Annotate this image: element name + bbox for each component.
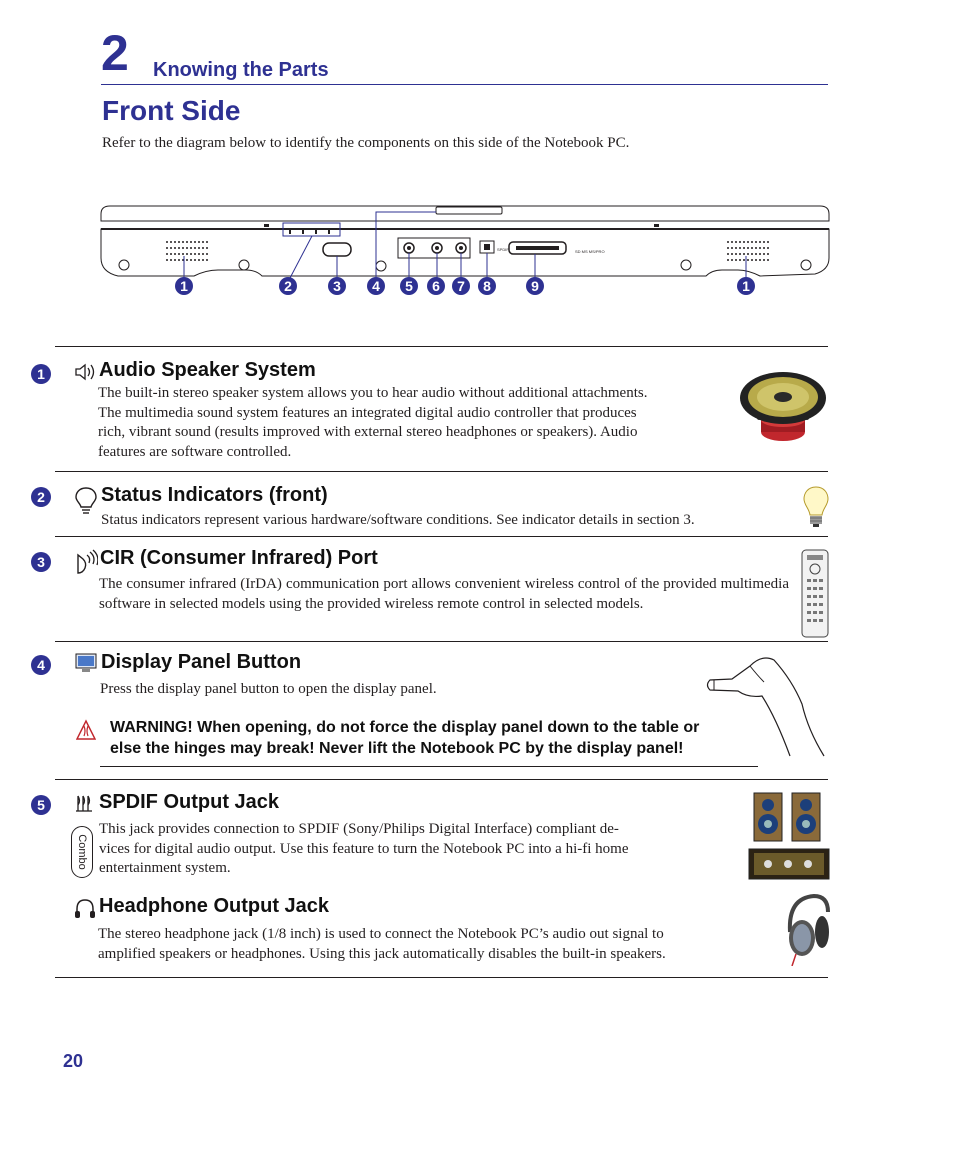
section-body-headphone-output bbox=[98, 925, 788, 964]
callout-1-right-label: 1 bbox=[742, 278, 750, 294]
callout-7-label: 7 bbox=[457, 278, 465, 294]
chapter-number: 2 bbox=[101, 25, 129, 81]
notebook-front-diagram bbox=[0, 195, 954, 305]
body-line: amplified speakers or headphones. Using this jack automatically disables the built-in speakers. bbox=[98, 945, 666, 962]
body-line: This jack provides connection to SPDIF (Sony/Philips Digital Interface) compliant de- bbox=[99, 821, 619, 837]
hand-press-illustration bbox=[704, 652, 830, 758]
callout-1-label: 1 bbox=[180, 278, 188, 294]
section-number: 3 bbox=[37, 554, 45, 570]
section-body-audio-speaker bbox=[98, 384, 723, 462]
body-line: Press the display panel button to open the display panel. bbox=[100, 681, 437, 697]
body-line: Status indicators represent various hardware/software conditions. See indicator details in section 3. bbox=[101, 512, 695, 528]
section-number-badge bbox=[31, 487, 51, 507]
section-title-display-panel-button: Display Panel Button bbox=[101, 651, 302, 673]
lightbulb-photo bbox=[802, 485, 830, 529]
callout-9 bbox=[526, 277, 544, 295]
callout-4-label: 4 bbox=[372, 278, 380, 294]
body-line: The multimedia sound system features an integrated digital audio controller that produces bbox=[98, 404, 637, 421]
card-reader-label: SD MS MS/PRO bbox=[575, 249, 605, 254]
chapter-title: Knowing the Parts bbox=[153, 59, 329, 81]
speaker-photo bbox=[738, 370, 828, 445]
section-divider bbox=[55, 536, 828, 537]
body-line: The built-in stereo speaker system allows you to hear audio without additional attachments. bbox=[98, 385, 648, 401]
section-divider bbox=[55, 346, 828, 347]
lightbulb-icon bbox=[74, 486, 98, 514]
body-line: vices for digital audio output. Use this feature to turn the Notebook PC into a hi-fi home bbox=[99, 840, 629, 857]
section-title-audio-speaker: Audio Speaker System bbox=[99, 359, 316, 381]
body-line: entertainment system. bbox=[99, 860, 231, 876]
section-body-status-indicators bbox=[101, 511, 801, 531]
section-divider bbox=[55, 779, 828, 780]
callout-9-label: 9 bbox=[531, 278, 539, 294]
callout-4 bbox=[367, 277, 385, 295]
intro-text: Refer to the diagram below to identify the components on this side of the Notebook PC. bbox=[102, 135, 630, 151]
warning-line: else the hinges may break! Never lift the Notebook PC by the display panel! bbox=[110, 740, 684, 757]
section-number-badge bbox=[31, 552, 51, 572]
section-title-spdif-output: SPDIF Output Jack bbox=[99, 791, 280, 813]
spdif-port-label: SPDIF bbox=[497, 247, 509, 252]
callout-5-label: 5 bbox=[405, 278, 413, 294]
section-title-cir-port: CIR (Consumer Infrared) Port bbox=[100, 547, 378, 569]
headphone-icon bbox=[74, 898, 96, 920]
callout-3 bbox=[328, 277, 346, 295]
section-number: 1 bbox=[37, 366, 45, 382]
callout-3-label: 3 bbox=[333, 278, 341, 294]
section-number-badge bbox=[31, 655, 51, 675]
callout-7 bbox=[452, 277, 470, 295]
section-title-status-indicators: Status Indicators (front) bbox=[101, 484, 328, 506]
spdif-icon bbox=[74, 793, 96, 813]
hifi-equipment-photo bbox=[748, 791, 830, 881]
section-title-headphone-output: Headphone Output Jack bbox=[99, 895, 330, 917]
body-line: features are software controlled. bbox=[98, 443, 292, 460]
warning-line: WARNING! When opening, do not force the display panel down to the table or bbox=[110, 719, 700, 736]
section-number: 5 bbox=[37, 797, 45, 813]
combo-label: Combo bbox=[76, 834, 88, 870]
callout-1 bbox=[175, 277, 193, 295]
page-number: 20 bbox=[63, 1051, 84, 1071]
infrared-icon bbox=[74, 549, 98, 575]
section-divider bbox=[55, 641, 828, 642]
body-line: The stereo headphone jack (1/8 inch) is used to connect the Notebook PC’s audio out signal to bbox=[98, 926, 664, 942]
page-title: Front Side bbox=[102, 95, 241, 126]
remote-control-photo bbox=[800, 549, 830, 639]
section-body-spdif-output bbox=[99, 820, 739, 879]
combo-jack-badge bbox=[71, 826, 93, 878]
warning-underline bbox=[100, 766, 758, 767]
callout-8 bbox=[478, 277, 496, 295]
callout-6-label: 6 bbox=[432, 278, 440, 294]
speaker-icon bbox=[74, 362, 96, 382]
warning-text bbox=[110, 717, 760, 759]
section-divider bbox=[55, 977, 828, 978]
callout-8-label: 8 bbox=[483, 278, 491, 294]
callout-2 bbox=[279, 277, 297, 295]
section-number-badge bbox=[31, 364, 51, 384]
callout-1-right bbox=[737, 277, 755, 295]
section-number: 2 bbox=[37, 489, 45, 505]
callout-2-label: 2 bbox=[284, 278, 292, 294]
callout-6 bbox=[427, 277, 445, 295]
headphones-photo bbox=[782, 892, 830, 966]
section-number: 4 bbox=[37, 657, 45, 673]
section-body-cir-port: The consumer infrared (IrDA) communication port allows convenient wireless control of the provided multimedia software in selected models using the provided wireless remote control in selected models. bbox=[99, 576, 789, 612]
section-body-display-panel-button bbox=[100, 680, 700, 700]
warning-icon bbox=[76, 719, 96, 741]
header-rule bbox=[101, 84, 828, 85]
body-line: rich, vibrant sound (results improved with external stereo headphones or speakers). Audio bbox=[98, 424, 638, 440]
section-number-badge bbox=[31, 795, 51, 815]
display-icon bbox=[75, 653, 97, 673]
section-divider bbox=[55, 471, 828, 472]
callout-5 bbox=[400, 277, 418, 295]
